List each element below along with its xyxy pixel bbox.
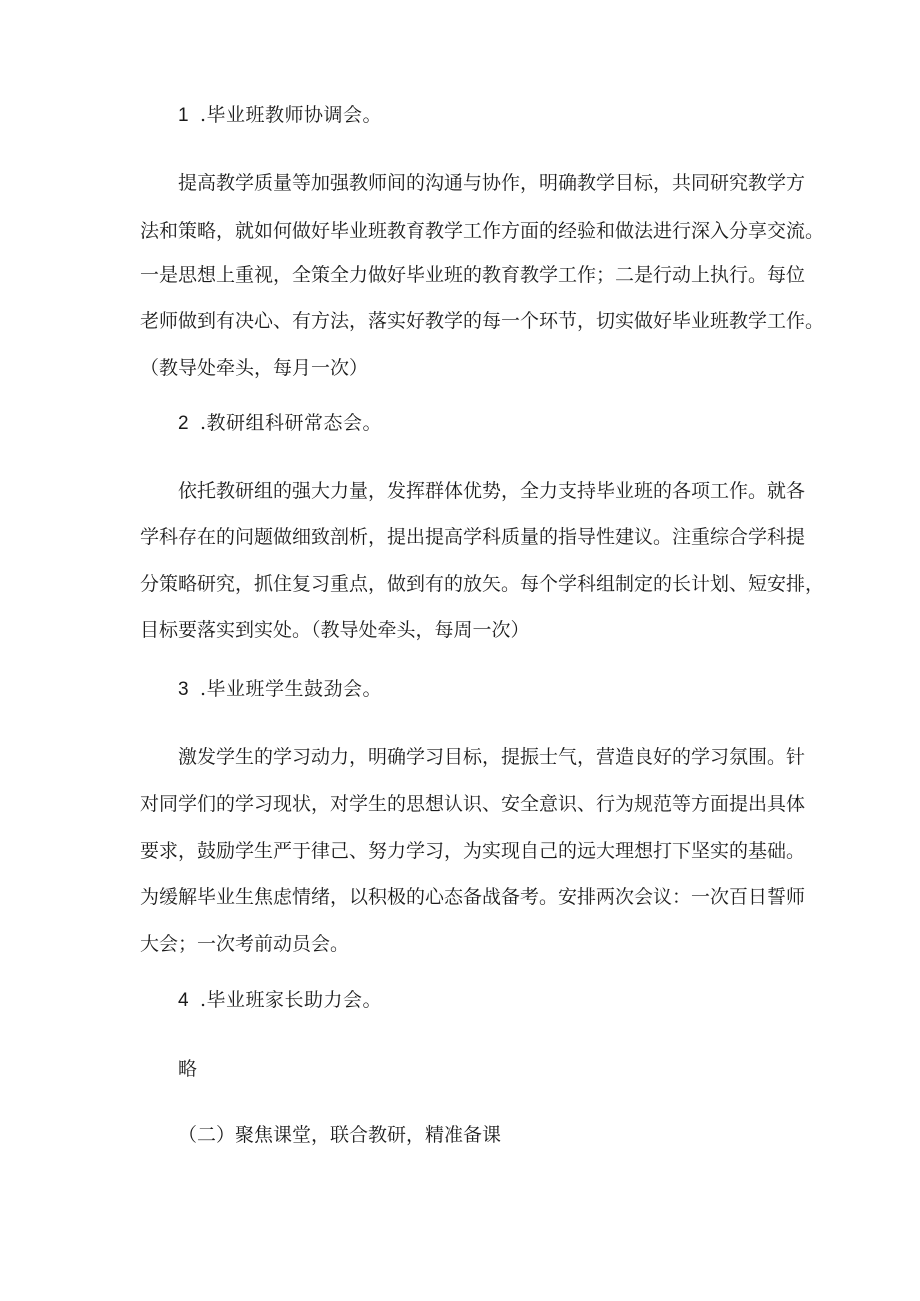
item-4-number: 4 <box>178 990 190 1011</box>
item-1-line-4: 老师做到有决心、有方法，落实好教学的每一个环节，切实做好毕业班教学工作。 <box>140 310 825 332</box>
item-4-body: 略 <box>178 1058 198 1080</box>
item-3-number: 3 <box>178 679 190 700</box>
item-2-title: .教研组科研常态会。 <box>200 412 383 434</box>
item-2-number: 2 <box>178 413 190 434</box>
item-3-title: .毕业班学生鼓劲会。 <box>200 678 383 700</box>
item-2-line-4: 目标要落实到实处。（教导处牵头，每周一次） <box>140 619 530 641</box>
item-1-heading <box>178 103 382 128</box>
item-1-title: .毕业班教师协调会。 <box>200 104 383 126</box>
item-1-number: 1 <box>178 105 190 126</box>
item-2-line-3: 分策略研究，抓住复习重点，做到有的放矢。每个学科组制定的长计划、短安排， <box>140 573 825 595</box>
item-4-title: .毕业班家长助力会。 <box>200 989 383 1011</box>
item-1-line-1: 提高教学质量等加强教师间的沟通与协作，明确教学目标，共同研究教学方 <box>178 172 806 194</box>
item-1-line-5: （教导处牵头，每月一次） <box>140 357 369 379</box>
item-3-line-3: 要求，鼓励学生严于律己、努力学习，为实现自己的远大理想打下坚实的基础。 <box>140 840 806 862</box>
item-4-heading <box>178 988 382 1013</box>
item-2-line-1: 依托教研组的强大力量，发挥群体优势，全力支持毕业班的各项工作。就各 <box>178 480 806 502</box>
item-3-line-1: 激发学生的学习动力，明确学习目标，提振士气，营造良好的学习氛围。针 <box>178 746 806 768</box>
item-1-line-2: 法和策略，就如何做好毕业班教育教学工作方面的经验和做法进行深入分享交流。 <box>140 220 825 242</box>
item-2-line-2: 学科存在的问题做细致剖析，提出提高学科质量的指导性建议。注重综合学科提 <box>140 526 806 548</box>
section-heading: （二）聚焦课堂，联合教研，精准备课 <box>178 1124 502 1146</box>
item-2-heading <box>178 411 382 436</box>
item-3-line-5: 大会；一次考前动员会。 <box>140 933 350 955</box>
item-3-heading <box>178 677 382 702</box>
item-1-line-3: 一是思想上重视，全策全力做好毕业班的教育教学工作；二是行动上执行。每位 <box>140 264 806 286</box>
item-3-line-2: 对同学们的学习现状，对学生的思想认识、安全意识、行为规范等方面提出具体 <box>140 793 806 815</box>
item-3-line-4: 为缓解毕业生焦虑情绪，以积极的心态备战备考。安排两次会议：一次百日誓师 <box>140 886 806 908</box>
